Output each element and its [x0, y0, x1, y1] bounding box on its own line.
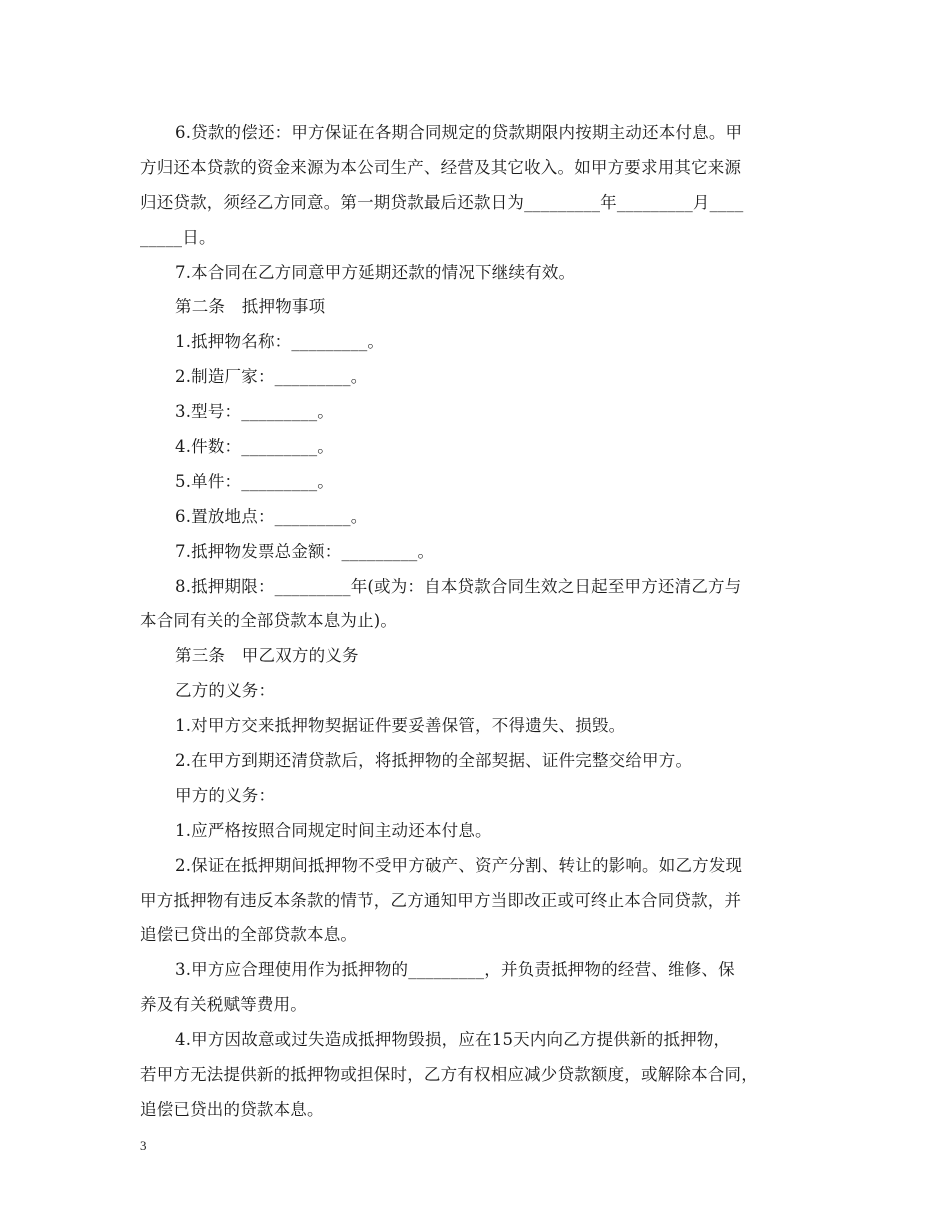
text-line: 7.本合同在乙方同意甲方延期还款的情况下继续有效。 [175, 262, 576, 282]
page-number: 3 [140, 1138, 147, 1153]
section-heading: 第三条 甲乙双方的义务 [175, 646, 359, 666]
text-line: 4.甲方因故意或过失造成抵押物毁损，应在15天内向乙方提供新的抵押物， [175, 1030, 731, 1050]
text-line: 8.抵押期限：_________年(或为：自本贷款合同生效之日起至甲方还清乙方与 [175, 576, 742, 596]
text-line: 归还贷款，须经乙方同意。第一期贷款最后还款日为_________年_________月____ [140, 192, 744, 212]
text-line: 追偿已贷出的贷款本息。 [140, 1099, 324, 1119]
text-line: 1.应严格按照合同规定时间主动还本付息。 [175, 820, 492, 840]
text-line: 3.型号：_________。 [175, 402, 334, 422]
text-line: 追偿已贷出的全部贷款本息。 [140, 925, 358, 945]
text-line: 6.贷款的偿还：甲方保证在各期合同规定的贷款期限内按期主动还本付息。甲 [175, 123, 743, 142]
text-line: 7.抵押物发票总金额：_________。 [175, 541, 435, 561]
section-heading: 第二条 抵押物事项 [175, 297, 326, 317]
text-line: 2.制造厂家：_________。 [175, 367, 368, 387]
subsection-heading: 乙方的义务： [175, 681, 276, 701]
text-line: 若甲方无法提供新的抵押物或担保时，乙方有权相应减少贷款额度，或解除本合同， [140, 1065, 758, 1085]
text-line: 甲方抵押物有违反本条款的情节，乙方通知甲方当即改正或可终止本合同贷款，并 [140, 890, 742, 910]
text-line: 1.抵押物名称：_________。 [175, 332, 385, 352]
text-line: 养及有关税赋等费用。 [140, 995, 307, 1015]
subsection-heading: 甲方的义务： [175, 785, 276, 805]
text-line: 本合同有关的全部贷款本息为止)。 [140, 611, 398, 631]
document-body [140, 116, 820, 1128]
text-line: 2.保证在抵押期间抵押物不受甲方破产、资产分割、转让的影响。如乙方发现 [175, 855, 743, 875]
text-line: 3.甲方应合理使用作为抵押物的_________，并负责抵押物的经营、维修、保 [175, 960, 735, 980]
text-line: 2.在甲方到期还清贷款后，将抵押物的全部契据、证件完整交给甲方。 [175, 751, 693, 771]
text-line: 1.对甲方交来抵押物契据证件要妥善保管，不得遗失、损毁。 [175, 716, 626, 736]
text-line: 5.单件：_________。 [175, 471, 334, 491]
text-line: _____日。 [140, 227, 216, 247]
text-line: 方归还本贷款的资金来源为本公司生产、经营及其它收入。如甲方要求用其它来源 [140, 157, 742, 177]
text-line: 6.置放地点：_________。 [175, 506, 368, 526]
text-line: 4.件数：_________。 [175, 437, 334, 457]
